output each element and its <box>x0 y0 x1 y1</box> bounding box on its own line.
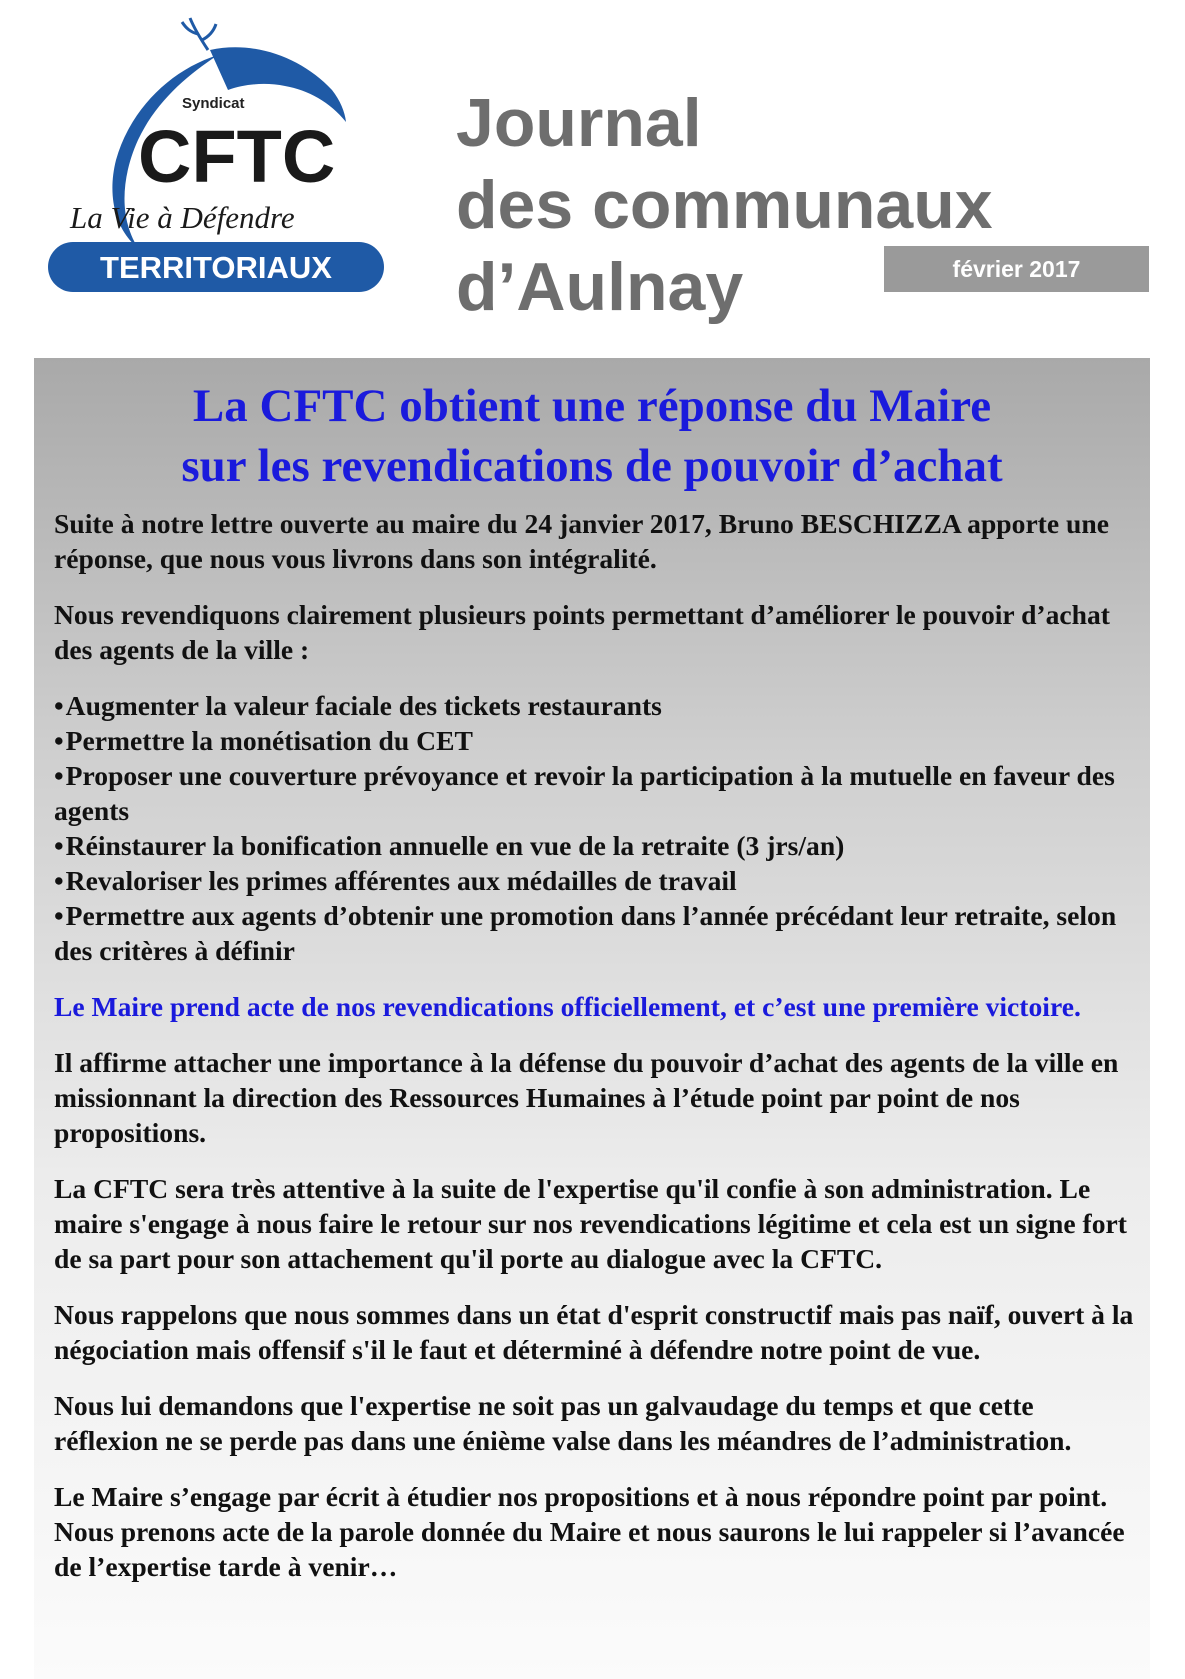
list-item <box>54 758 1134 828</box>
bullet-icon: • <box>54 760 64 791</box>
list-item <box>54 863 1134 898</box>
article-headline <box>34 376 1150 496</box>
masthead-line-2: des communaux <box>456 167 993 243</box>
logo-banner-text: TERRITORIAUX <box>100 250 332 285</box>
bullet-icon: • <box>54 830 64 861</box>
claims-intro: Nous revendiquons clairement plusieurs points permettant d’améliorer le pouvoir d’achat des agents de la ville : <box>54 599 1110 665</box>
paragraph: Nous rappelons que nous sommes dans un état d'esprit constructif mais pas naïf, ouvert à la négociation mais offensif s'il le faut et déterminé à défendre notre point de vue. <box>54 1299 1134 1365</box>
headline-line-2: sur les revendications de pouvoir d’achat <box>181 440 1003 492</box>
olive-branch-icon <box>182 18 216 50</box>
claim-text: Permettre la monétisation du CET <box>65 725 473 756</box>
headline-line-1: La CFTC obtient une réponse du Maire <box>192 380 992 432</box>
list-item <box>54 688 1134 723</box>
list-item <box>54 723 1134 758</box>
claims-list <box>54 688 1134 968</box>
paragraph: Le Maire s’engage par écrit à étudier nos propositions et à nous répondre point par point. Nous prenons acte de la parole donnée du Maire et nous saurons le lui rappeler si l’avancée de l’expertise tarde à venir… <box>54 1481 1125 1582</box>
bullet-icon: • <box>54 690 64 721</box>
bullet-icon: • <box>54 725 64 756</box>
list-item <box>54 898 1134 968</box>
logo-acronym: CFTC <box>138 115 336 198</box>
paragraph: Il affirme attacher une importance à la défense du pouvoir d’achat des agents de la ville en missionnant la direction des Ressources Humaines à l’étude point par point de nos propositions. <box>54 1047 1119 1148</box>
claim-text: Revaloriser les primes afférentes aux médailles de travail <box>65 865 737 896</box>
masthead-line-1: Journal <box>456 85 702 161</box>
bullet-icon: • <box>54 900 64 931</box>
issue-date: février 2017 <box>884 246 1149 292</box>
paragraph: La CFTC sera très attentive à la suite de l'expertise qu'il confie à son administration. Le maire s'engage à nous faire le retour sur nos revendications légitime et cela est un signe fort de sa part pour son attachement qu'il porte au dialogue avec la CFTC. <box>54 1173 1127 1274</box>
cftc-logo <box>40 10 400 310</box>
logo-slogan: La Vie à Défendre <box>70 200 295 235</box>
claim-text: Permettre aux agents d’obtenir une promotion dans l’année précédant leur retraite, selon des critères à définir <box>54 900 1117 966</box>
article-body <box>54 506 1134 1605</box>
list-item <box>54 828 1134 863</box>
intro-paragraph: Suite à notre lettre ouverte au maire du 24 janvier 2017, Bruno BESCHIZZA apporte une réponse, que nous vous livrons dans son intégralité. <box>54 508 1109 574</box>
claim-text: Augmenter la valeur faciale des tickets restaurants <box>65 690 662 721</box>
bullet-icon: • <box>54 865 64 896</box>
claim-text: Proposer une couverture prévoyance et revoir la participation à la mutuelle en faveur des agents <box>54 760 1115 826</box>
logo-syndicat-text: Syndicat <box>182 95 245 112</box>
victory-paragraph: Le Maire prend acte de nos revendications officiellement, et c’est une première victoire. <box>54 991 1081 1022</box>
article-panel <box>34 358 1150 1679</box>
paragraph: Nous lui demandons que l'expertise ne soit pas un galvaudage du temps et que cette réflexion ne se perde pas dans une énième valse dans les méandres de l’administration. <box>54 1390 1072 1456</box>
claim-text: Réinstaurer la bonification annuelle en vue de la retraite (3 jrs/an) <box>65 830 845 861</box>
masthead-line-3: d’Aulnay <box>456 249 744 325</box>
